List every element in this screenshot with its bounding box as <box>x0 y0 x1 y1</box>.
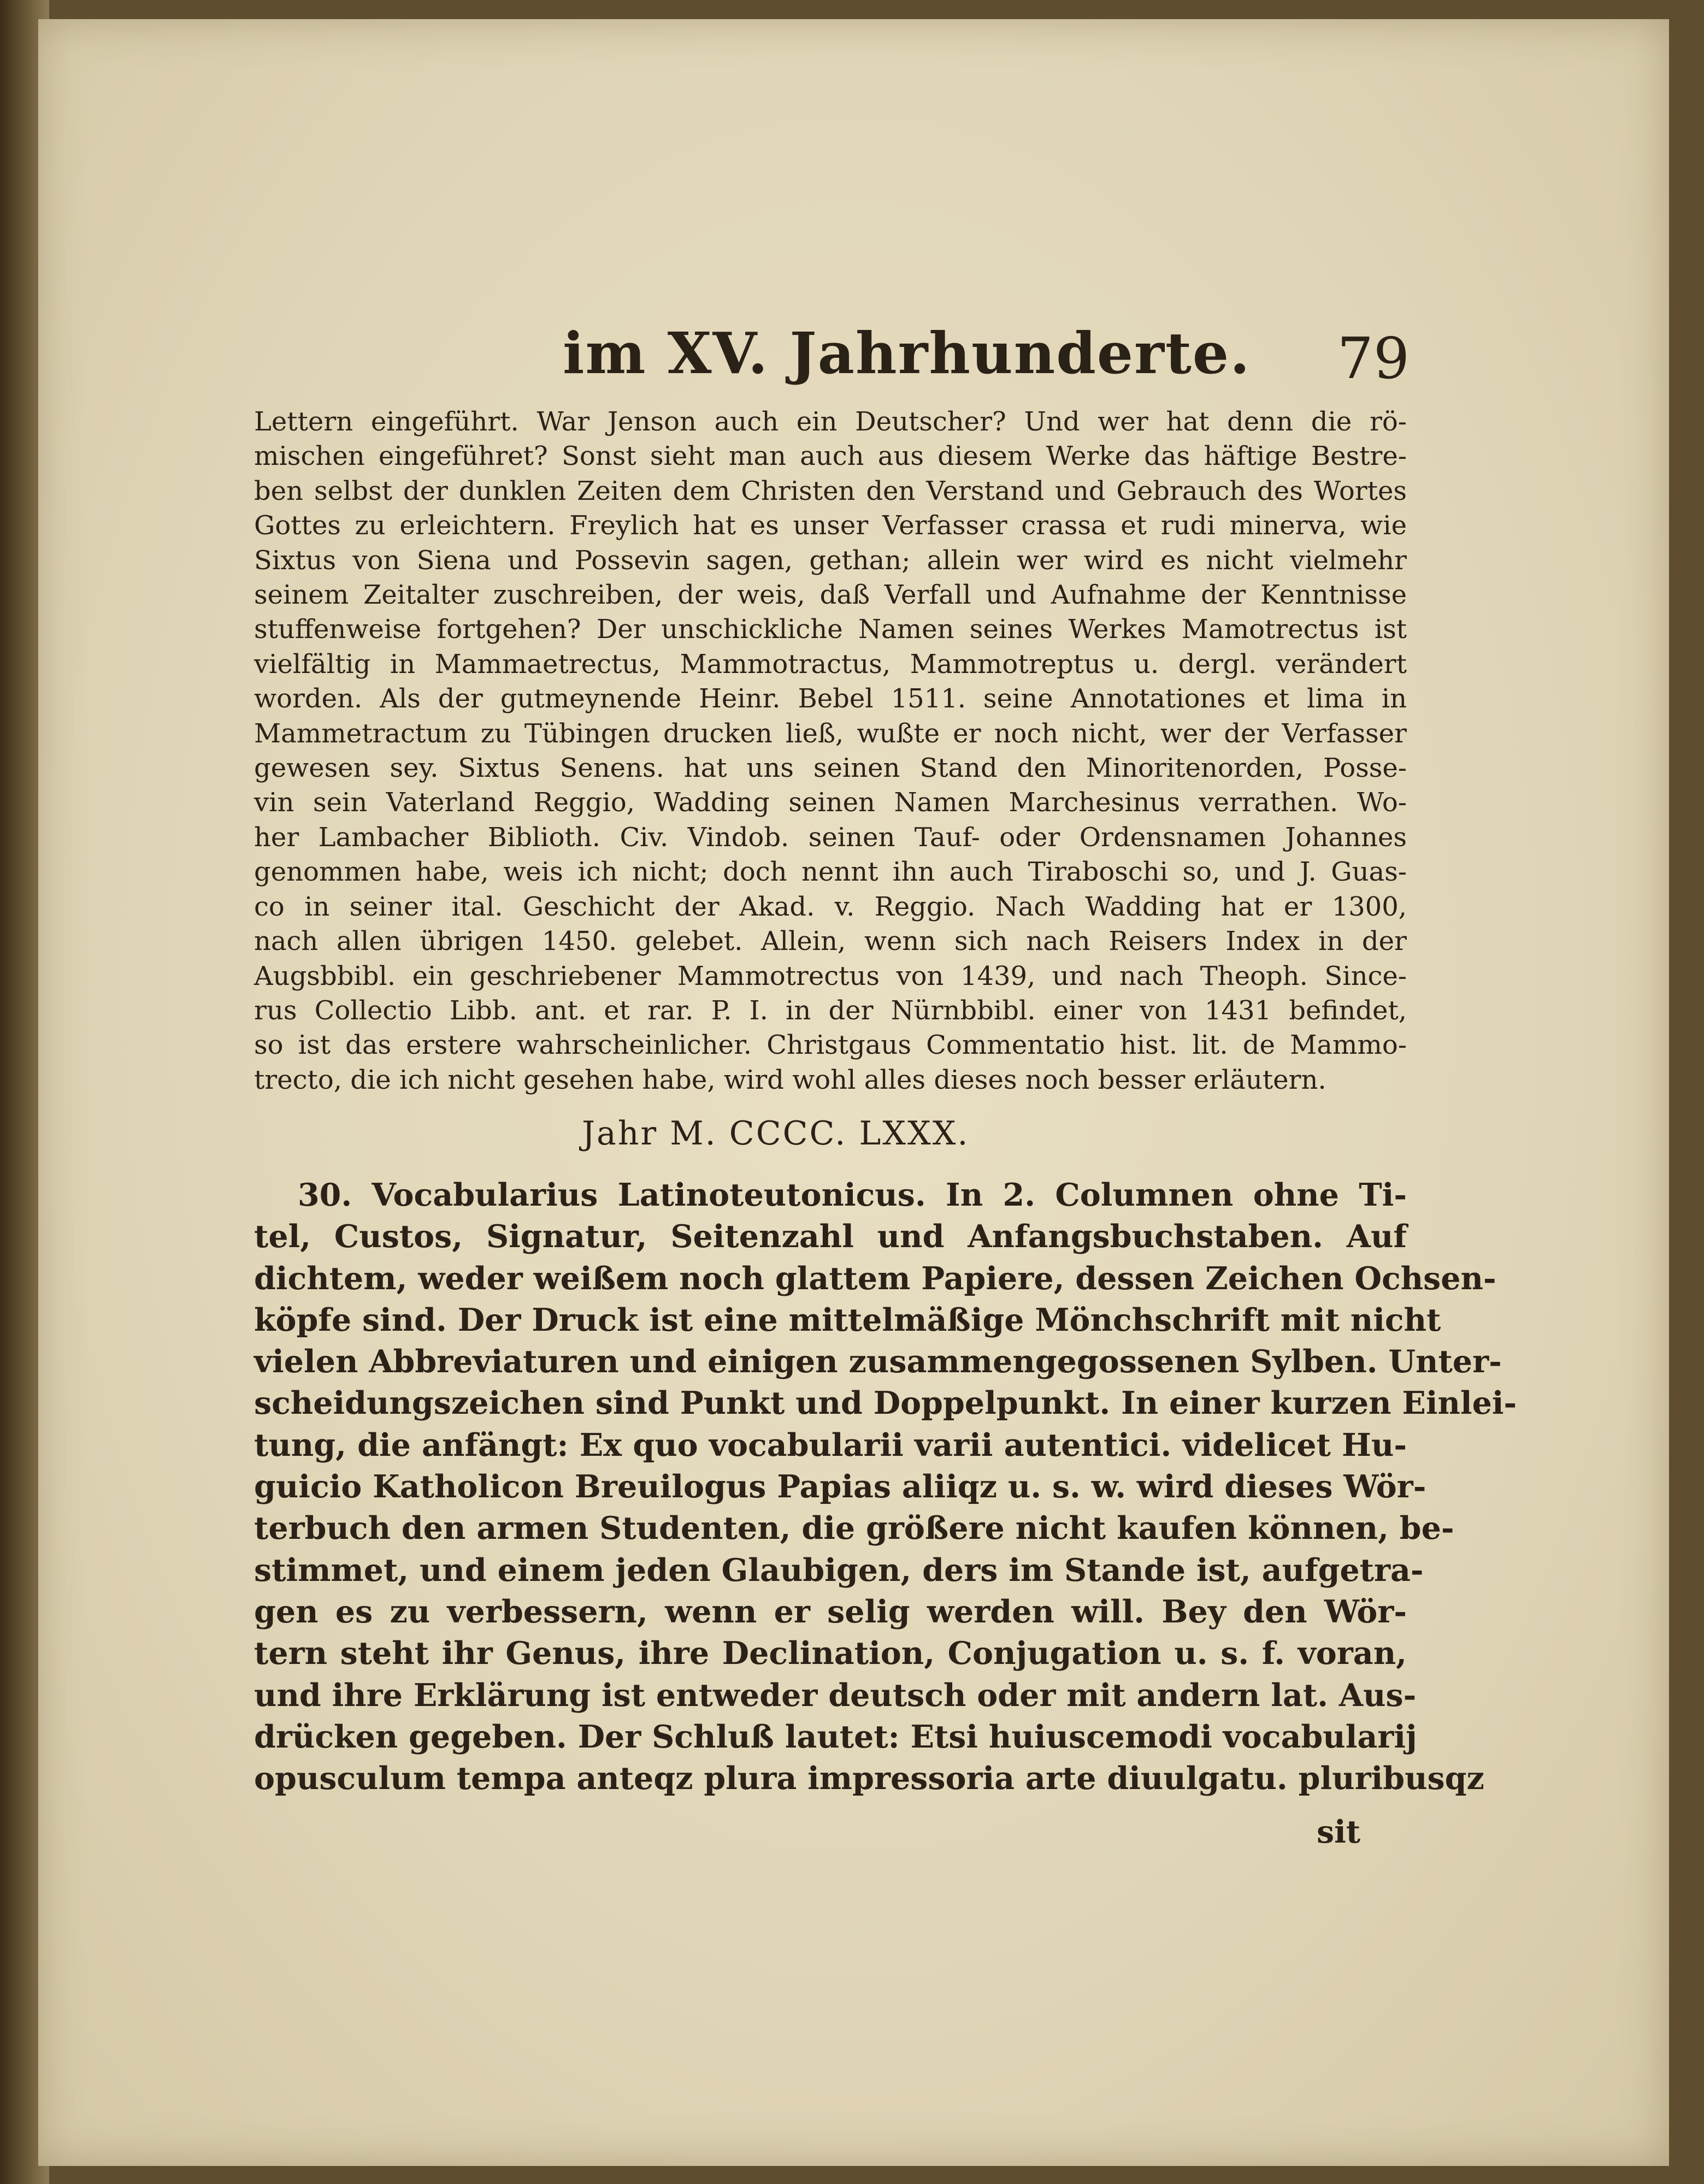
running-title: im XV. Jahrhunderte. <box>563 320 1251 387</box>
text-line: terbuch den armen Studenten, die größere nicht kaufen können, be- <box>254 1510 1454 1547</box>
text-line: Gottes zu erleichtern. Freylich hat es unser Verfasser crassa et rudi minerva, wie <box>254 510 1407 541</box>
text-line: rus Collectio Libb. ant. et rar. P. I. in der Nürnbbibl. einer von 1431 befindet, <box>254 995 1407 1026</box>
text-line: mischen eingeführet? Sonst sieht man auch aus diesem Werke das häftige Bestre- <box>254 441 1407 472</box>
text-line: Augsbbibl. ein geschriebener Mammotrectus von 1439, und nach Theoph. Since- <box>254 960 1407 991</box>
page-number: 79 <box>1337 325 1410 392</box>
text-line: nach allen übrigen 1450. gelebet. Allein, wenn sich nach Reisers Index in der <box>254 926 1407 957</box>
section-heading: Jahr M. CCCC. LXXX. <box>582 1114 970 1153</box>
text-line: her Lambacher Biblioth. Civ. Vindob. seinen Tauf- oder Ordensnamen Johannes <box>254 822 1407 853</box>
page-header <box>563 303 1410 402</box>
text-line: drücken gegeben. Der Schluß lautet: Etsi huiuscemodi vocabularij <box>254 1718 1417 1755</box>
text-line: stimmet, und einem jeden Glaubigen, ders im Stande ist, aufgetra- <box>254 1551 1424 1589</box>
text-line: stuffenweise fortgehen? Der unschickliche Namen seines Werkes Mamotrectus ist <box>254 614 1407 645</box>
text-line: tern steht ihr Genus, ihre Declination, Conjugation u. s. f. voran, <box>254 1635 1407 1672</box>
text-line: tung, die anfängt: Ex quo vocabularii varii autentici. videlicet Hu- <box>254 1426 1407 1463</box>
entry-paragraph <box>254 1174 1517 1799</box>
catchword: sit <box>1317 1814 1361 1850</box>
text-line: und ihre Erklärung ist entweder deutsch oder mit andern lat. Aus- <box>254 1677 1417 1714</box>
text-line: vin sein Vaterland Reggio, Wadding seinen Namen Marchesinus verrathen. Wo- <box>254 787 1407 818</box>
text-line: trecto, die ich nicht gesehen habe, wird wohl alles dieses noch besser erläutern. <box>254 1064 1326 1095</box>
text-line: co in seiner ital. Geschicht der Akad. v. Reggio. Nach Wadding hat er 1300, <box>254 891 1407 922</box>
text-line: köpfe sind. Der Druck ist eine mittelmäßige Mönchschrift mit nicht <box>254 1301 1441 1338</box>
text-line: Lettern eingeführt. War Jenson auch ein Deutscher? Und wer hat denn die rö- <box>254 406 1407 437</box>
text-line: scheidungszeichen sind Punkt und Doppelpunkt. In einer kurzen Einlei- <box>254 1385 1517 1422</box>
text-line: seinem Zeitalter zuschreiben, der weis, daß Verfall und Aufnahme der Kenntnisse <box>254 580 1407 611</box>
text-line: ben selbst der dunklen Zeiten dem Christen den Verstand und Gebrauch des Wortes <box>254 475 1407 506</box>
text-line: vielen Abbreviaturen und einigen zusammengegossenen Sylben. Unter- <box>254 1343 1502 1380</box>
paragraph-continuation <box>254 405 1407 1097</box>
text-line: dichtem, weder weißem noch glattem Papiere, dessen Zeichen Ochsen- <box>254 1260 1496 1297</box>
text-line: so ist das erstere wahrscheinlicher. Christgaus Commentatio hist. lit. de Mammo- <box>254 1030 1407 1061</box>
text-line: gewesen sey. Sixtus Senens. hat uns seinen Stand den Minoritenorden, Posse- <box>254 753 1407 784</box>
text-line: genommen habe, weis ich nicht; doch nennt ihn auch Tiraboschi so, und J. Guas- <box>254 857 1407 888</box>
book-page <box>38 19 1669 2166</box>
text-line: Sixtus von Siena und Possevin sagen, gethan; allein wer wird es nicht vielmehr <box>254 545 1407 576</box>
text-line: worden. Als der gutmeynende Heinr. Bebel 1511. seine Annotationes et lima in <box>254 683 1407 715</box>
text-line: gen es zu verbessern, wenn er selig werden will. Bey den Wör- <box>254 1593 1407 1630</box>
text-line: opusculum tempa anteqz plura impressoria arte diuulgatu. pluribusqz <box>254 1760 1484 1797</box>
text-line: vielfältig in Mammaetrectus, Mammotractus, Mammotreptus u. dergl. verändert <box>254 648 1407 680</box>
text-line: tel, Custos, Signatur, Seitenzahl und Anfangsbuchstaben. Auf <box>254 1218 1407 1255</box>
page-content <box>38 19 1669 2166</box>
text-line: 30. Vocabularius Latinoteutonicus. In 2. Columnen ohne Ti- <box>298 1177 1407 1213</box>
text-line: Mammetractum zu Tübingen drucken ließ, wußte er noch nicht, wer der Verfasser <box>254 718 1407 749</box>
text-line: guicio Katholicon Breuilogus Papias aliiqz u. s. w. wird dieses Wör- <box>254 1468 1426 1506</box>
